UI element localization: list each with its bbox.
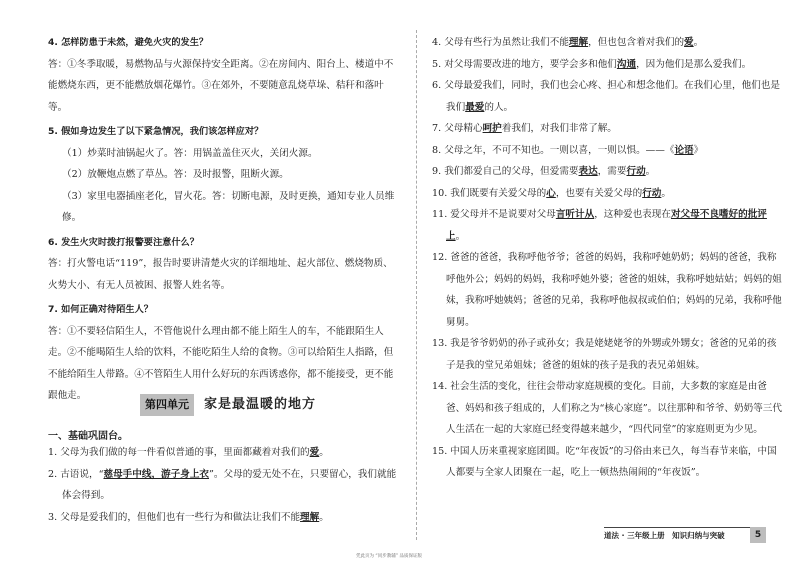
question-4-title: 4. 怎样防患于未然，避免火灾的发生？ xyxy=(48,37,209,48)
footer-label: 道法 · 三年级上册 知识归纳与突破 xyxy=(604,531,725,540)
question-6-answer: 答：打火警电话“119”，报告时要讲清楚火灾的详细地址、起火部位、燃烧物质、火势大小、有无人员被困、报警人姓名等。 xyxy=(48,258,393,291)
left-fill-blanks xyxy=(48,442,400,528)
unit-tag: 第四单元 xyxy=(140,394,194,416)
question-5-item-3: （3）家里电器插座老化，冒火花。答：切断电源，及时更换，通知专业人员维修。 xyxy=(62,190,395,223)
unit-title: 家是最温暖的地方 xyxy=(204,397,317,412)
fill-item-2: 2. 古语说，“慈母手中线，游子身上衣”。父母的爱无处不在，只要留心，我们就能体会得到。 xyxy=(48,468,397,501)
fill-item-11: 11. 爱父母并不是说要对父母言听计从，这种爱也表现在对父母不良嗜好的批评上。 xyxy=(432,209,767,242)
fill-item-13: 13. 我是爷爷奶奶的孙子或孙女；我是姥姥姥爷的外甥或外甥女；爸爸的兄弟的孩子是我的堂兄弟姐妹；爸爸的姐妹的孩子是我的表兄弟姐妹。 xyxy=(432,338,777,371)
answer-blank: 理解 xyxy=(300,511,320,523)
fill-item-3: 3. 父母是爱我们的，但他们也有一些行为和做法让我们不能理解。 xyxy=(48,511,329,523)
fill-item-6: 6. 父母最爱我们，同时，我们也会心疼、担心和想念他们。在我们心里，他们也是我们最爱的人。 xyxy=(432,80,780,113)
fill-item-14: 14. 社会生活的变化，往往会带动家庭规模的变化。目前，大多数的家庭是由爸爸、妈妈和孩子组成的，人们称之为“核心家庭”。以往那种和爷爷、奶奶等三代人生活在一起的大家庭已经变得越来越少，“四代同堂”的家庭则更为少见。 xyxy=(432,381,782,435)
fill-item-5: 5. 对父母需要改进的地方，要学会多和他们沟通，因为他们是那么爱我们。 xyxy=(432,58,752,70)
answer-blank: 爱 xyxy=(309,447,320,458)
question-5-item-2: （2）放鞭炮点燃了草丛。答：及时报警，阻断火源。 xyxy=(62,169,289,180)
question-6-title: 6. 发生火灾时拨打报警要注意什么？ xyxy=(48,236,199,248)
fill-item-4: 4. 父母有些行为虽然让我们不能理解，但也包含着对我们的爱。 xyxy=(432,37,704,48)
question-5-title: 5. 假如身边发生了以下紧急情况，我们该怎样应对？ xyxy=(48,126,264,137)
answer-blank: 慈母手中线，游子身上衣 xyxy=(103,468,210,480)
question-5-item-1: （1）炒菜时油锅起火了。答：用锅盖盖住灭火，关闭火源。 xyxy=(62,147,318,159)
right-column xyxy=(432,32,784,484)
fill-item-10: 10. 我们既要有关爱父母的心，也要有关爱父母的行动。 xyxy=(432,187,671,199)
unit-banner xyxy=(140,394,360,416)
page-number: 5 xyxy=(750,527,766,543)
question-7-title: 7. 如何正确对待陌生人？ xyxy=(48,304,153,315)
column-divider xyxy=(416,30,417,540)
left-column xyxy=(48,32,400,407)
fill-item-12: 12. 爸爸的爸爸，我称呼他爷爷；爸爸的妈妈，我称呼她奶奶；妈妈的爸爸，我称呼他外公；妈妈的妈妈，我称呼她外婆；爸爸的姐妹，我称呼她姑姑；妈妈的姐妹，我称呼她姨妈；爸爸的兄弟，我称呼他叔叔或伯伯；妈妈的兄弟，我称呼他舅舅。 xyxy=(432,252,782,328)
footnote: 凭此页为 “同步教辅” 品质保证版 xyxy=(356,554,423,559)
fill-item-15: 15. 中国人历来重视家庭团圆。吃“年夜饭”的习俗由来已久，每当春节来临，中国人都要与全家人团聚在一起，吃上一顿热热闹闹的“年夜饭”。 xyxy=(432,445,777,478)
fill-item-7: 7. 父母精心呵护着我们，对我们非常了解。 xyxy=(432,123,617,134)
section-heading: 一、基础巩固台。 xyxy=(48,431,128,442)
question-4-answer: 答：①冬季取暖，易燃物品与火源保持安全距离。②在房间内、阳台上、楼道中不能燃烧东西，更不能燃放烟花爆竹。③在郊外，不要随意乱烧草垛、秸秆和落叶等。 xyxy=(48,58,394,113)
fill-item-9: 9. 我们都爱自己的父母，但爱需要表达，需要行动。 xyxy=(432,166,656,177)
question-7-answer: 答：①不要轻信陌生人，不管他说什么理由都不能上陌生人的车，不能跟陌生人走。②不能喝陌生人给的饮料，不能吃陌生人给的食物。③可以给陌生人指路，但不能给陌生人带路。④不管陌生人用什么好玩的东西诱惑你，都不能接受，更不能跟他走。 xyxy=(48,325,394,401)
fill-item-8: 8. 父母之年，不可不知也。一则以喜，一则以惧。——《论语》 xyxy=(432,144,704,156)
fill-item-1: 1. 父母为我们做的每一件看似普通的事，里面都藏着对我们的爱。 xyxy=(48,447,329,458)
